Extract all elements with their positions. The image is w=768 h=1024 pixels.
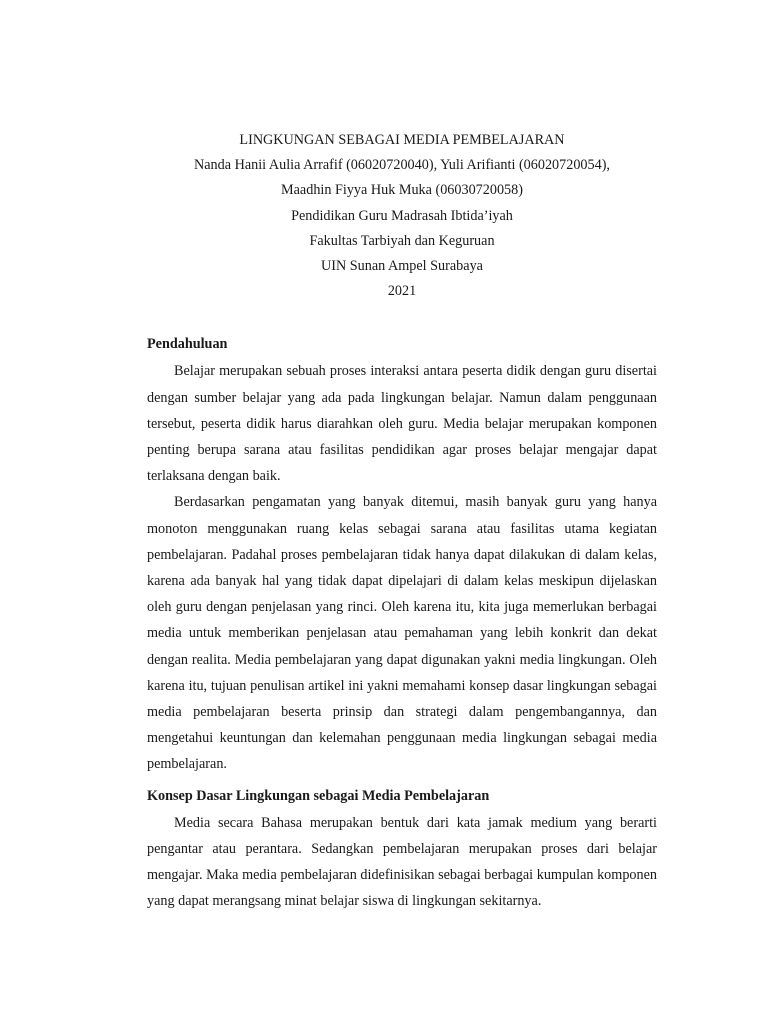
paragraph: Media secara Bahasa merupakan bentuk dari kata jamak medium yang berarti pengantar atau perantara. Sedangkan pembelajaran merupakan proses dari belajar mengajar. Maka media pembelajaran didefinisikan sebagai berbagai kumpulan komponen yang dapat merangsang minat belajar siswa di lingkungan sekitarnya. bbox=[147, 814, 657, 910]
section-basic-concept bbox=[147, 783, 657, 915]
paragraph: Berdasarkan pengamatan yang banyak ditemui, masih banyak guru yang hanya monoton menggunakan ruang kelas sebagai sarana atau fasilitas utama kegiatan pembelajaran. Padahal proses pembelajaran tidak hanya dapat dilakukan di dalam kelas, karena ada banyak hal yang tidak dapat dipelajari di dalam kelas meskipun dijelaskan oleh guru dengan penjelasan yang rinci. Oleh karena itu, kita juga memerlukan berbagai media untuk memberikan penjelasan atau pemahaman yang lebih konkrit dan dekat dengan realita. Media pembelajaran yang dapat digunakan yakni media lingkungan. Oleh karena itu, tujuan penulisan artikel ini yakni memahami konsep dasar lingkungan sebagai media pembelajaran beserta prinsip dan strategi dalam pengembangannya, dan mengetahui keuntungan dan kelemahan penggunaan media lingkungan sebagai media pembelajaran. bbox=[147, 494, 657, 773]
document-title: LINGKUNGAN SEBAGAI MEDIA PEMBELAJARAN bbox=[239, 132, 565, 148]
authors-line-1: Nanda Hanii Aulia Arrafif (06020720040), Yuli Arifianti (06020720054), bbox=[194, 157, 610, 174]
section-introduction bbox=[147, 331, 657, 777]
section-heading: Konsep Dasar Lingkungan sebagai Media Pembelajaran bbox=[147, 787, 490, 804]
faculty: Fakultas Tarbiyah dan Keguruan bbox=[309, 232, 495, 249]
document-page bbox=[147, 128, 657, 914]
paragraph: Belajar merupakan sebuah proses interaksi antara peserta didik dengan guru disertai dengan sumber belajar yang ada pada lingkungan belajar. Namun dalam penggunaan tersebut, peserta didik harus diarahkan oleh guru. Media belajar merupakan komponen penting berupa sarana atau fasilitas pendidikan agar proses belajar mengajar dapat terlaksana dengan baik. bbox=[147, 363, 657, 485]
year: 2021 bbox=[387, 283, 417, 300]
section-heading: Pendahuluan bbox=[147, 336, 228, 353]
document-header bbox=[147, 128, 657, 304]
study-program: Pendidikan Guru Madrasah Ibtida’iyah bbox=[291, 207, 513, 224]
university: UIN Sunan Ampel Surabaya bbox=[321, 257, 483, 274]
authors-line-2: Maadhin Fiyya Huk Muka (06030720058) bbox=[281, 182, 523, 199]
